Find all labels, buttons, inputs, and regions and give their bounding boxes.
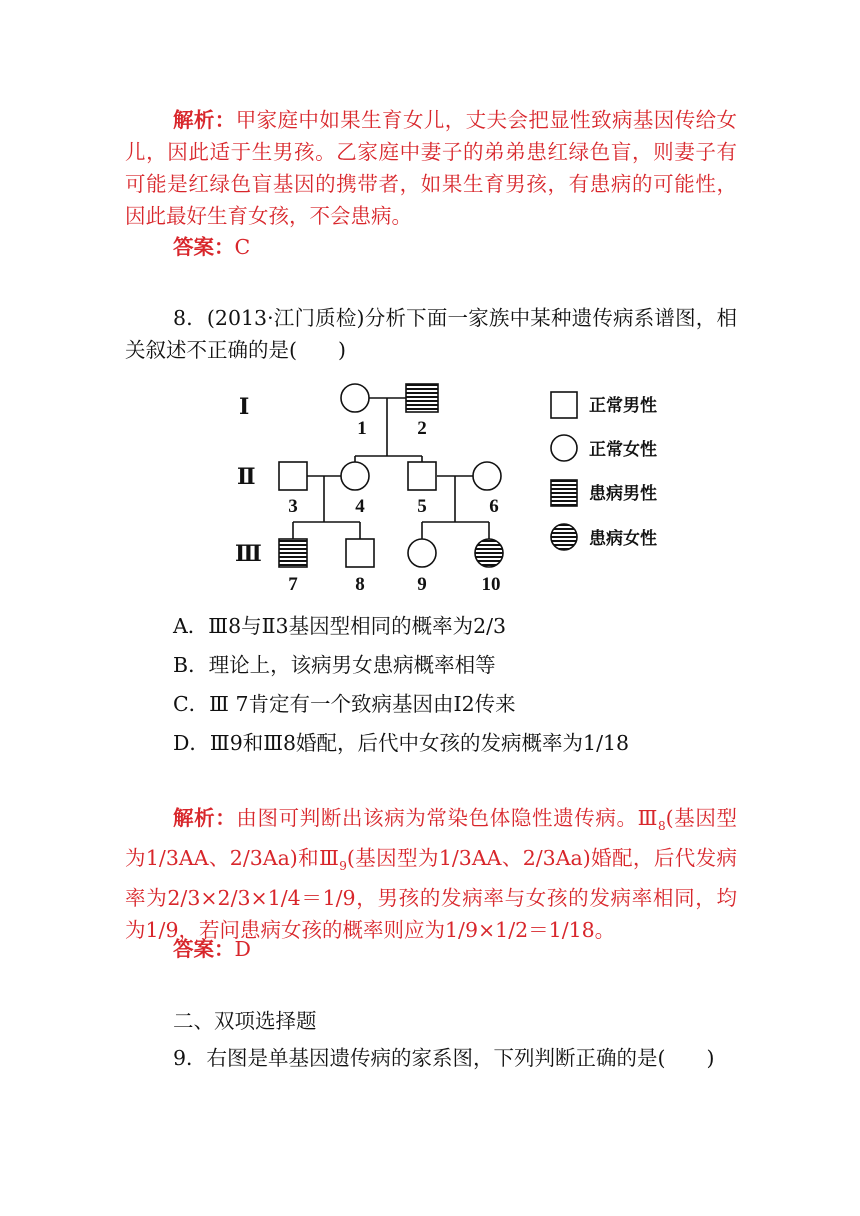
individual-2-affected-male bbox=[406, 384, 438, 412]
individual-3-normal-male bbox=[279, 462, 307, 490]
q8-answer-label: 答案： bbox=[173, 937, 235, 961]
q7-answer bbox=[173, 230, 250, 260]
legend-label-normal-male: 正常男性 bbox=[589, 396, 657, 415]
q8-option-c: C．Ⅲ 7肯定有一个致病基因由Ⅰ2传来 bbox=[173, 692, 516, 716]
individual-number-6: 6 bbox=[489, 496, 499, 517]
gen-label-1: Ⅰ bbox=[239, 394, 250, 419]
legend-affected-male-symbol bbox=[551, 480, 577, 506]
legend-label-affected-male: 患病男性 bbox=[589, 484, 657, 503]
gen-label-2: Ⅱ bbox=[237, 464, 256, 489]
section-2-title: 二、双项选择题 bbox=[173, 1009, 317, 1033]
q8-analysis-label: 解析： bbox=[173, 806, 237, 830]
individual-number-10: 10 bbox=[481, 574, 501, 595]
q7-answer-label: 答案： bbox=[173, 235, 235, 259]
individual-5-normal-male bbox=[408, 462, 436, 490]
individual-number-9: 9 bbox=[417, 574, 427, 595]
individual-number-5: 5 bbox=[417, 496, 427, 517]
individual-10-affected-female bbox=[475, 539, 503, 567]
legend-label-affected-female: 患病女性 bbox=[589, 529, 657, 548]
q8-analysis bbox=[125, 802, 737, 946]
q8-analysis-sub9: 9 bbox=[339, 859, 347, 874]
individual-8-normal-male bbox=[346, 539, 374, 567]
q7-answer-value: C bbox=[234, 235, 251, 259]
individual-number-3: 3 bbox=[288, 496, 298, 517]
q8-stem: 8．(2013·江门质检)分析下面一家族中某种遗传病系谱图，相关叙述不正确的是( ) bbox=[125, 306, 737, 362]
individual-number-7: 7 bbox=[288, 574, 298, 595]
q8-analysis-part2: (基因型为1/3AA、2/3Aa)和Ⅲ bbox=[125, 806, 737, 871]
legend-affected-female-symbol bbox=[551, 524, 577, 550]
individual-number-8: 8 bbox=[355, 574, 365, 595]
legend-normal-female-symbol bbox=[551, 435, 577, 461]
legend-label-normal-female: 正常女性 bbox=[589, 440, 657, 459]
individual-number-2: 2 bbox=[417, 418, 427, 439]
q8-analysis-part1: 由图可判断出该病为常染色体隐性遗传病。Ⅲ bbox=[236, 806, 658, 830]
pedigree-chart bbox=[225, 372, 695, 597]
q8-analysis-part3: (基因型为1/3AA、2/3Aa)婚配，后代发病率为2/3×2/3×1/4＝1/9，男孩的发病率与女孩的发病率相同，均为1/9，若问患病女孩的概率则应为1/9×1/2＝1/18。 bbox=[125, 846, 737, 943]
q8-answer-value: D bbox=[234, 937, 251, 961]
individual-6-normal-female bbox=[473, 462, 501, 490]
q7-analysis bbox=[125, 104, 737, 232]
individual-7-affected-male bbox=[279, 539, 307, 567]
q7-analysis-label: 解析： bbox=[173, 108, 236, 132]
q8-answer bbox=[173, 932, 251, 962]
individual-1-normal-female bbox=[341, 384, 369, 412]
legend-normal-male-symbol bbox=[551, 392, 577, 418]
gen-label-3: Ⅲ bbox=[235, 541, 262, 566]
q8-option-b: B．理论上，该病男女患病概率相等 bbox=[173, 653, 496, 677]
q7-analysis-text: 甲家庭中如果生育女儿，丈夫会把显性致病基因传给女儿，因此适于生男孩。乙家庭中妻子的弟弟患红绿色盲，则妻子有可能是红绿色盲基因的携带者，如果生育男孩，有患病的可能性，因此最好生育女孩，不会患病。 bbox=[125, 108, 738, 228]
individual-4-normal-female bbox=[341, 462, 369, 490]
q8-analysis-sub8: 8 bbox=[658, 819, 666, 834]
q8-option-d: D．Ⅲ9和Ⅲ8婚配，后代中女孩的发病概率为1/18 bbox=[173, 731, 630, 755]
q9-stem: 9．右图是单基因遗传病的家系图，下列判断正确的是( ) bbox=[173, 1046, 715, 1070]
individual-9-normal-female bbox=[408, 539, 436, 567]
q8-option-a: A．Ⅲ8与Ⅱ3基因型相同的概率为2/3 bbox=[173, 614, 507, 638]
individual-number-1: 1 bbox=[357, 418, 367, 439]
individual-number-4: 4 bbox=[355, 496, 365, 517]
